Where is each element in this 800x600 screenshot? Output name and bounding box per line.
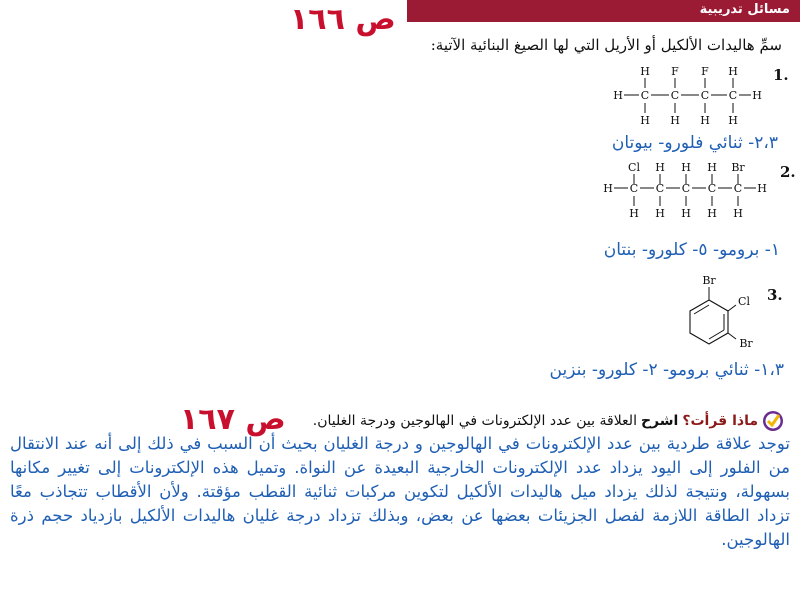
atom-h: H <box>700 114 710 127</box>
instruction-text: سمِّ هاليدات الألكيل أو الأريل التي لها الصيغ البنائية الآتية: <box>430 36 782 54</box>
checkmark-icon <box>762 410 784 432</box>
atom-br: Br <box>702 274 716 287</box>
atom-h: H <box>757 182 767 195</box>
atom-f: F <box>701 65 709 78</box>
answer-3: ١،٣- ثنائي برومو- ٢- كلورو- بنزين <box>549 360 784 380</box>
answer-paragraph: توجد علاقة طردية بين عدد الإلكترونات في الهالوجين و درجة الغليان بحيث أن السبب في ذلك إلى أنه عند الانتقال من الفلور إلى اليود يزداد عدد الإلكترونات الخارجية البعيدة عن النواة. وتميل هذه الإلكترونات إلى تغيير مكانها بسهولة، ونتيجة لذلك يزداد ميل هاليدات الألكيل لتكوين مركبات ثنائية القطب مؤقتة. ولأن الأقطاب تتجاذب معًا تزداد الطاقة اللازمة لفصل الجزيئات بعضها عن بعض، وبذلك تزداد درجة غليان هاليدات الألكيل بازدياد حجم ذرة الهالوجين. <box>10 434 790 549</box>
atom-h: H <box>629 207 639 220</box>
page-ref-166: ص ١٦٦ <box>290 2 396 37</box>
problem-number-1: 1. <box>773 66 789 84</box>
what-read-keyword: اشرح <box>640 413 679 429</box>
what-read-label: ماذا قرأت؟ <box>682 413 758 429</box>
atom-h: H <box>728 65 738 78</box>
structure-1-bromo-5-chloropentane <box>598 158 773 224</box>
what-read-question <box>313 410 784 432</box>
atom-h: H <box>670 114 680 127</box>
what-read-text: العلاقة بين عدد الإلكترونات في الهالوجين ودرجة الغليان. <box>312 413 637 429</box>
section-title: مسائل تدريبية <box>699 2 790 17</box>
atom-h: H <box>728 114 738 127</box>
problem-number-2: 2. <box>780 163 796 181</box>
atom-h: H <box>733 207 743 220</box>
atom-cl: Cl <box>738 295 750 308</box>
atom-h: H <box>603 182 613 195</box>
problem-number-3: 3. <box>767 286 783 304</box>
atom-c: C <box>681 182 691 195</box>
section-header-bar <box>407 0 800 22</box>
atom-h: H <box>681 207 691 220</box>
atom-h: H <box>752 89 762 102</box>
atom-h: H <box>707 207 717 220</box>
atom-h: H <box>655 207 665 220</box>
structure-1-3-dibromo-2-chlorobenzene <box>672 270 762 355</box>
atom-cl: Cl <box>628 161 640 174</box>
atom-h: H <box>655 161 665 174</box>
atom-h: H <box>613 89 623 102</box>
atom-c: C <box>629 182 639 195</box>
atom-c: C <box>733 182 743 195</box>
atom-br: Br <box>739 337 753 350</box>
atom-h: H <box>640 65 650 78</box>
page-ref-167: ص ١٦٧ <box>180 402 286 437</box>
atom-c: C <box>670 89 680 102</box>
atom-c: C <box>640 89 650 102</box>
atom-c: C <box>655 182 665 195</box>
answer-2: ١- برومو- ٥- كلورو- بنتان <box>603 240 780 260</box>
atom-f: F <box>671 65 679 78</box>
answer-1: ٢،٣- ثنائي فلورو- بيوتان <box>611 133 778 153</box>
atom-c: C <box>700 89 710 102</box>
structure-2-3-difluorobutane <box>608 62 768 128</box>
atom-h: H <box>640 114 650 127</box>
atom-c: C <box>728 89 738 102</box>
atom-h: H <box>681 161 691 174</box>
atom-c: C <box>707 182 717 195</box>
atom-br: Br <box>731 161 745 174</box>
atom-h: H <box>707 161 717 174</box>
